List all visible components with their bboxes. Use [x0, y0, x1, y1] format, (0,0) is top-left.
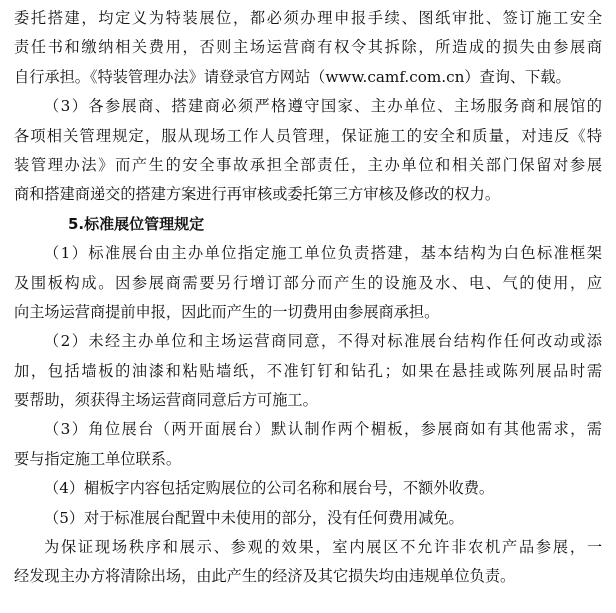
text-line: （3）各参展商、搭建商必须严格遵守国家、主办单位、主场服务商和展馆的 [44, 97, 602, 116]
paragraph-std-item-3 [14, 415, 602, 474]
section-heading: 5.标准展位管理规定 [68, 214, 205, 233]
text-line: 商和搭建商递交的搭建方案进行再审核或委托第三方审核及修改的权力。 [14, 185, 500, 204]
text-line: （1）标准展台由主办单位指定施工单位负责搭建，基本结构为白色标准框架 [44, 244, 602, 263]
paragraph-item-3 [14, 92, 602, 210]
paragraph-std-item-1 [14, 239, 602, 327]
text-line: 为保证现场秩序和展示、参观的效果，室内展区不允许非农机产品参展，一 [44, 538, 602, 557]
paragraph-std-item-2 [14, 327, 602, 415]
text-line: （5）对于标准展台配置中未使用的部分，没有任何费用减免。 [44, 508, 464, 527]
text-line: 委托搭建，均定义为特装展位，都必须办理申报手续、图纸审批、签订施工安全 [14, 9, 602, 27]
text-line: 自行承担。《特装管理办法》请登录官方网站（www.camf.com.cn）查询、下载。 [14, 67, 571, 86]
text-line: 装管理办法》而产生的安全事故承担全部责任，主办单位和相关部门保留对参展 [14, 155, 602, 174]
paragraph-std-item-4 [14, 474, 602, 503]
text-line: 加，包括墙板的油漆和粘贴墙纸，不准钉钉和钻孔；如果在悬挂或陈列展品时需 [14, 361, 602, 380]
text-line: 要与指定施工单位联系。 [14, 449, 182, 468]
text-line: 经发现主办方将清除出场，由此产生的经济及其它损失均由违规单位负责。 [14, 567, 516, 586]
document-page [14, 4, 602, 592]
paragraph-closing [14, 533, 602, 592]
text-line: 及围板构成。因参展商需要另行增订部分而产生的设施及水、电、气的使用，应 [14, 273, 602, 292]
text-line: 责任书和缴纳相关费用，否则主场运营商有权令其拆除，所造成的损失由参展商 [14, 38, 602, 57]
text-line: 向主场运营商提前申报，因此而产生的一切费用由参展商承担。 [14, 302, 440, 321]
text-line: （4）楣板字内容包括定购展位的公司名称和展台号，不额外收费。 [44, 479, 495, 498]
text-line: 要帮助，须获得主场运营商同意后方可施工。 [14, 391, 318, 410]
text-line: （2）未经主办单位和主场运营商同意，不得对标准展台结构作任何改动或添 [44, 332, 602, 351]
text-line: （3）角位展台（两开面展台）默认制作两个楣板，参展商如有其他需求，需 [44, 420, 602, 439]
paragraph-std-item-5 [14, 504, 602, 533]
paragraph-special-booth-continued [14, 4, 602, 92]
text-line: 各项相关管理规定，服从现场工作人员管理，保证施工的安全和质量，对违反《特 [14, 126, 602, 145]
